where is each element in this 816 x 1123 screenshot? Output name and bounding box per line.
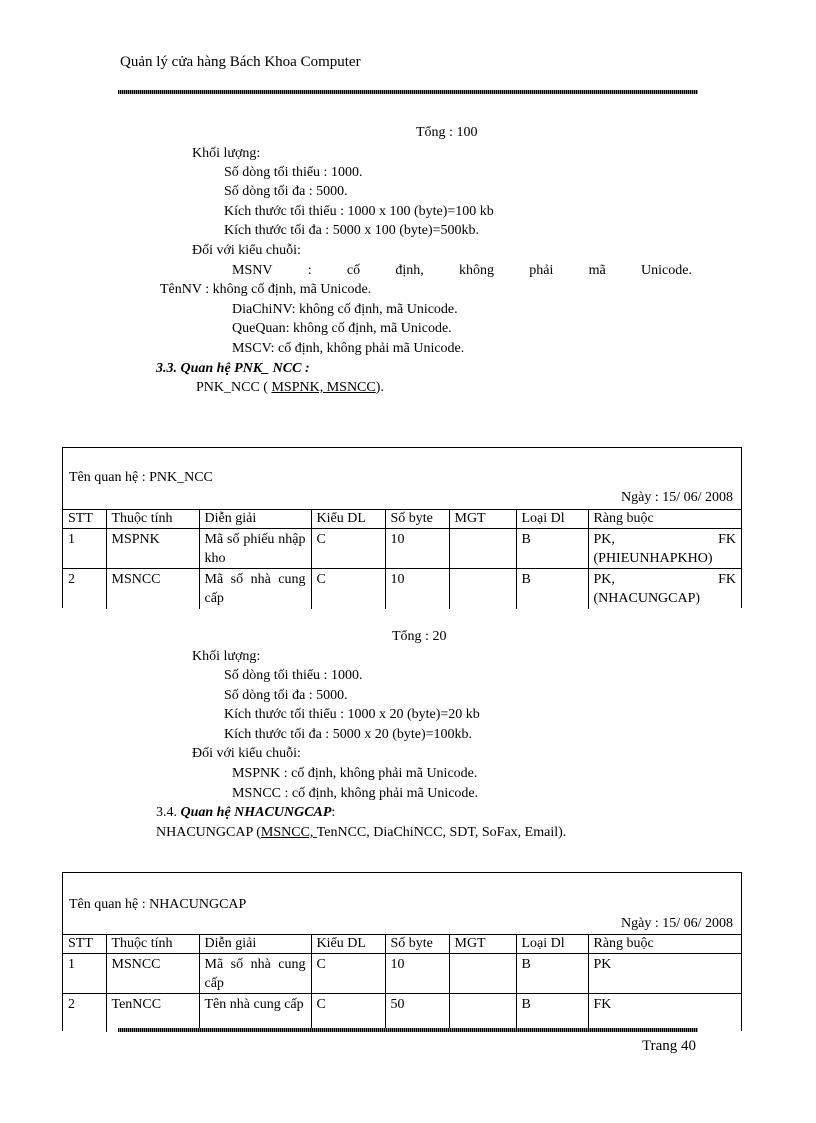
- table-cell: MSNCC: [106, 954, 199, 994]
- msnv-word: mã: [588, 263, 606, 278]
- table-cell: Mã số nhà cung cấp: [199, 569, 311, 609]
- column-header: Loại Dl: [516, 510, 588, 529]
- attribute-grid: [63, 934, 741, 1032]
- msnv-word: định,: [395, 263, 424, 278]
- column-header: MGT: [449, 935, 516, 954]
- mscv-line: MSCV: cố định, không phải mã Unicode.: [232, 341, 465, 356]
- column-header: Kiểu DL: [311, 510, 385, 529]
- column-header: Thuộc tính: [106, 935, 199, 954]
- msnv-line: [232, 262, 692, 280]
- column-header: MGT: [449, 510, 516, 529]
- footer-divider: [118, 1028, 698, 1032]
- msnv-word: MSNV: [232, 263, 273, 278]
- pnk-ncc-relation: [196, 379, 384, 397]
- mspnk-line: MSPNK : cố định, không phải mã Unicode.: [232, 766, 478, 781]
- relation-keys: MSPNK, MSNCC: [271, 380, 376, 395]
- table-cell: PK, FK (NHACUNGCAP): [588, 569, 741, 609]
- volume-heading: Khối lượng:: [192, 649, 261, 664]
- table-cell: B: [516, 954, 588, 994]
- max-rows: Số dòng tối đa : 5000.: [224, 184, 348, 199]
- table-cell: [449, 954, 516, 994]
- section-title: Quan hệ NHACUNGCAP: [180, 805, 332, 820]
- pnk-ncc-table: [62, 447, 742, 608]
- column-header: Thuộc tính: [106, 510, 199, 529]
- table-cell: 2: [63, 994, 106, 1032]
- table-cell: C: [311, 994, 385, 1032]
- column-header: Ràng buộc: [588, 510, 741, 529]
- header-divider: [118, 90, 698, 94]
- relation-prefix: PNK_NCC (: [196, 380, 272, 395]
- total-label: Tổng : 100: [416, 125, 478, 140]
- table-cell: [449, 529, 516, 569]
- column-header: Kiểu DL: [311, 935, 385, 954]
- page-header-title: Quản lý cửa hàng Bách Khoa Computer: [120, 54, 361, 70]
- attribute-grid: [63, 509, 741, 609]
- table-cell: C: [311, 569, 385, 609]
- table-cell: FK: [588, 994, 741, 1032]
- msncc-line: MSNCC : cố định, không phải mã Unicode.: [232, 786, 479, 801]
- table-cell: 1: [63, 529, 106, 569]
- min-size: Kích thước tối thiểu : 1000 x 100 (byte)=100 kb: [224, 204, 494, 219]
- nhacungcap-table: [62, 872, 742, 1031]
- table-cell: 10: [385, 529, 449, 569]
- nhacungcap-relation: [156, 824, 566, 842]
- min-rows: Số dòng tối thiểu : 1000.: [224, 668, 363, 683]
- volume-heading: Khối lượng:: [192, 146, 261, 161]
- table-cell: B: [516, 529, 588, 569]
- table-row: [63, 954, 741, 994]
- relation-suffix: ).: [375, 380, 384, 395]
- section-3-4-heading: [156, 804, 335, 822]
- relation-prefix: NHACUNGCAP (: [156, 825, 261, 840]
- table-cell: Mã số nhà cung cấp: [199, 954, 311, 994]
- column-header: Số byte: [385, 935, 449, 954]
- table-cell: Mã số phiếu nhập kho: [199, 529, 311, 569]
- table-cell: 2: [63, 569, 106, 609]
- relation-keys: MSNCC,: [260, 825, 317, 840]
- table-cell: 10: [385, 954, 449, 994]
- section-number: 3.4.: [156, 805, 181, 820]
- total-label: Tổng : 20: [392, 629, 447, 644]
- msnv-word: cố: [346, 263, 361, 278]
- table-cell: PK, FK (PHIEUNHAPKHO): [588, 529, 741, 569]
- table-relation-name: Tên quan hệ : PNK_NCC: [69, 470, 213, 485]
- max-rows: Số dòng tối đa : 5000.: [224, 688, 348, 703]
- table-date: Ngày : 15/ 06/ 2008: [621, 916, 733, 931]
- column-header: STT: [63, 510, 106, 529]
- string-types-heading: Đối với kiểu chuỗi:: [192, 746, 301, 761]
- max-size: Kích thước tối đa : 5000 x 100 (byte)=500kb.: [224, 223, 480, 238]
- msnv-word: :: [307, 263, 312, 278]
- max-size: Kích thước tối đa : 5000 x 20 (byte)=100kb.: [224, 727, 473, 742]
- table-cell: 1: [63, 954, 106, 994]
- table-header-row: [63, 935, 741, 954]
- table-cell: TenNCC: [106, 994, 199, 1032]
- msnv-word: phải: [529, 263, 554, 278]
- table-cell: C: [311, 954, 385, 994]
- table-cell: [449, 994, 516, 1032]
- section-3-3-heading: 3.3. Quan hệ PNK_ NCC :: [156, 361, 310, 376]
- min-size: Kích thước tối thiểu : 1000 x 20 (byte)=20 kb: [224, 707, 480, 722]
- table-relation-name: Tên quan hệ : NHACUNGCAP: [69, 897, 247, 912]
- table-cell: 50: [385, 994, 449, 1032]
- table-cell: MSNCC: [106, 569, 199, 609]
- table-row: [63, 529, 741, 569]
- table-date: Ngày : 15/ 06/ 2008: [621, 490, 733, 505]
- diachinv-line: DiaChiNV: không cố định, mã Unicode.: [232, 302, 458, 317]
- relation-suffix: TenNCC, DiaChiNCC, SDT, SoFax, Email).: [316, 825, 567, 840]
- column-header: Diễn giải: [199, 935, 311, 954]
- page-number: Trang 40: [641, 1038, 696, 1054]
- quequan-line: QueQuan: không cố định, mã Unicode.: [232, 321, 452, 336]
- msnv-word: không: [459, 263, 495, 278]
- table-cell: MSPNK: [106, 529, 199, 569]
- table-row: [63, 569, 741, 609]
- table-cell: 10: [385, 569, 449, 609]
- column-header: Số byte: [385, 510, 449, 529]
- table-cell: B: [516, 994, 588, 1032]
- table-cell: Tên nhà cung cấp: [199, 994, 311, 1032]
- column-header: Loại Dl: [516, 935, 588, 954]
- column-header: Diễn giải: [199, 510, 311, 529]
- string-types-heading: Đối với kiểu chuỗi:: [192, 243, 301, 258]
- section-colon: :: [331, 805, 336, 820]
- table-cell: [449, 569, 516, 609]
- column-header: Ràng buộc: [588, 935, 741, 954]
- table-header-row: [63, 510, 741, 529]
- table-cell: PK: [588, 954, 741, 994]
- column-header: STT: [63, 935, 106, 954]
- msnv-word: Unicode.: [641, 263, 692, 278]
- table-cell: B: [516, 569, 588, 609]
- table-cell: C: [311, 529, 385, 569]
- min-rows: Số dòng tối thiểu : 1000.: [224, 165, 363, 180]
- table-row: [63, 994, 741, 1032]
- tennv-line: TênNV : không cố định, mã Unicode.: [160, 282, 372, 297]
